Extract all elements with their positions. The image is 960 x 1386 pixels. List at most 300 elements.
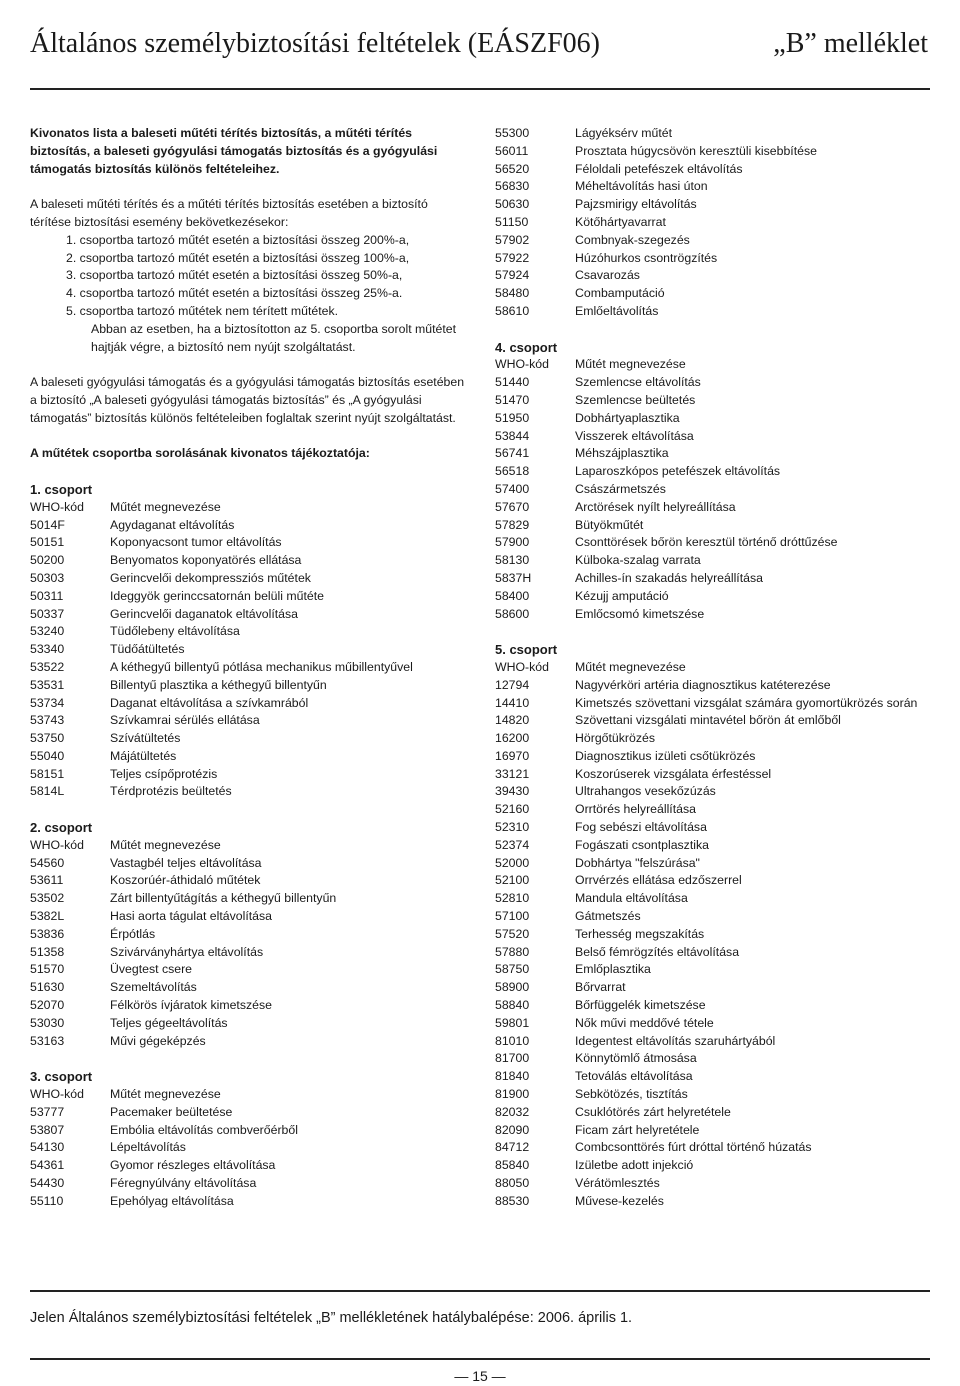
table-row (30, 712, 470, 730)
procedure-name: Félkörös ívjáratok kimetszése (110, 998, 272, 1013)
table-row (495, 214, 935, 232)
table-row (30, 659, 470, 677)
procedure-name: Achilles-ín szakadás helyreállítása (575, 570, 763, 585)
who-code: 16200 (495, 731, 530, 746)
who-code: 53522 (30, 659, 65, 674)
procedure-name: Bütyökműtét (575, 517, 644, 532)
who-code: 53030 (30, 1015, 65, 1030)
procedure-name: Dobhártyaplasztika (575, 410, 680, 425)
table-row (30, 926, 470, 944)
procedure-name: Combcsonttörés fúrt dróttal történő húzatás (575, 1140, 812, 1155)
annex-label: „B” melléklet (773, 28, 928, 59)
who-code: 5014F (30, 517, 65, 532)
who-code: 58600 (495, 606, 530, 621)
table-row (30, 641, 470, 659)
table-row (30, 908, 470, 926)
procedure-name: Féregnyúlvány eltávolítása (110, 1176, 257, 1191)
procedure-name: Császármetszés (575, 481, 666, 496)
table-row (495, 819, 935, 837)
who-code: 82090 (495, 1122, 530, 1137)
table-row (30, 677, 470, 695)
procedure-name: Teljes csípőprotézis (110, 766, 218, 781)
right-column (495, 125, 935, 1228)
procedure-name: Arctörések nyílt helyreállítása (575, 499, 736, 514)
who-code: 53743 (30, 713, 65, 728)
who-code: 53734 (30, 695, 65, 710)
who-code: 82032 (495, 1104, 530, 1119)
who-code: 56520 (495, 161, 530, 176)
column-header-name: Műtét megnevezése (110, 837, 221, 852)
table-row (30, 695, 470, 713)
who-code: 54361 (30, 1158, 65, 1173)
table-row (30, 1015, 470, 1033)
table-row (495, 926, 935, 944)
table-row (30, 1033, 470, 1051)
procedure-name: Szövettani vizsgálati mintavétel bőrön át emlőből (575, 713, 841, 728)
procedure-name: Művi gégeképzés (110, 1033, 206, 1048)
who-code: 57922 (495, 250, 530, 265)
who-code: 58900 (495, 980, 530, 995)
procedure-name: Méhszájplasztika (575, 446, 669, 461)
table-row (495, 837, 935, 855)
column-header-name: Műtét megnevezése (575, 659, 686, 674)
procedure-name: Mandula eltávolítása (575, 891, 688, 906)
procedure-name: Külboka-szalag varrata (575, 553, 701, 568)
procedure-name: Benyomatos koponyatörés ellátása (110, 553, 302, 568)
procedure-name: Gyomor részleges eltávolítása (110, 1158, 276, 1173)
who-code: 52000 (495, 855, 530, 870)
table-row (495, 801, 935, 819)
who-code: 81840 (495, 1069, 530, 1084)
who-code: 14820 (495, 713, 530, 728)
document-title: Általános személybiztosítási feltételek (EÁSZF06) (30, 28, 600, 59)
who-code: 54560 (30, 855, 65, 870)
table-row (495, 1193, 935, 1211)
table-row (495, 410, 935, 428)
list-item: 3. csoportba tartozó műtét esetén a biztosítási összeg 50%-a, (66, 268, 403, 283)
who-code: 5814L (30, 784, 65, 799)
table-row (495, 267, 935, 285)
table-row (30, 766, 470, 784)
procedure-name: Izületbe adott injekció (575, 1158, 694, 1173)
table-row (495, 606, 935, 624)
procedure-name: Bőrfüggelék kimetszése (575, 998, 706, 1013)
who-code: 57100 (495, 909, 530, 924)
who-code: 81700 (495, 1051, 530, 1066)
procedure-name: Ficam zárt helyretétele (575, 1122, 700, 1137)
table-row (30, 623, 470, 641)
procedure-name: A kéthegyű billentyű pótlása mechanikus műbillentyűvel (110, 659, 413, 674)
table-row (495, 1015, 935, 1033)
table-row (495, 1157, 935, 1175)
table-row (495, 517, 935, 535)
procedure-name: Ultrahangos vesekőzúzás (575, 784, 716, 799)
table-header-row (30, 837, 470, 855)
table-row (495, 1139, 935, 1157)
table-row (495, 961, 935, 979)
who-code: 16970 (495, 748, 530, 763)
procedure-name: Tüdőátültetés (110, 642, 185, 657)
who-code: 55300 (495, 126, 530, 140)
table-row (495, 534, 935, 552)
table-row (30, 588, 470, 606)
table-row (495, 1050, 935, 1068)
procedure-name: Tüdőlebeny eltávolítása (110, 624, 240, 639)
who-code: 85840 (495, 1158, 530, 1173)
procedure-name: Térdprotézis beültetés (110, 784, 232, 799)
table-row (495, 1068, 935, 1086)
procedure-name: Orrtörés helyreállítása (575, 802, 696, 817)
table-row (495, 730, 935, 748)
procedure-name: Agydaganat eltávolítás (110, 517, 235, 532)
procedure-name: Hasi aorta tágulat eltávolítása (110, 909, 273, 924)
left-column (30, 125, 470, 1228)
who-code: 51630 (30, 980, 65, 995)
table-row (30, 552, 470, 570)
table-row (495, 232, 935, 250)
who-code: 81900 (495, 1087, 530, 1102)
who-code: 53531 (30, 677, 65, 692)
table-row (495, 712, 935, 730)
procedure-name: Koszorúserek vizsgálata érfestéssel (575, 766, 772, 781)
who-code: 56741 (495, 446, 530, 461)
table-row (495, 285, 935, 303)
procedure-name: Érpótlás (110, 926, 156, 941)
section-title: A műtétek csoportba sorolásának kivonatos tájékoztatója: (30, 446, 370, 461)
table-row (495, 178, 935, 196)
table-row (495, 908, 935, 926)
who-code: 51150 (495, 214, 529, 229)
who-code: 50303 (30, 570, 65, 585)
procedure-name: Laparoszkópos petefészek eltávolítás (575, 464, 781, 479)
column-header-name: Műtét megnevezése (110, 1087, 221, 1102)
table-row (495, 944, 935, 962)
procedure-group (30, 1068, 470, 1210)
table-row (30, 997, 470, 1015)
procedure-name: Hörgőtükrözés (575, 731, 655, 746)
procedure-name: Bőrvarrat (575, 980, 626, 995)
table-row (495, 872, 935, 890)
table-row (495, 374, 935, 392)
table-row (495, 552, 935, 570)
who-code: 58400 (495, 588, 530, 603)
procedure-group (495, 641, 935, 1211)
who-code: 58130 (495, 553, 530, 568)
who-code: 53240 (30, 624, 65, 639)
who-code: 55040 (30, 748, 65, 763)
procedure-name: Fogászati csontplasztika (575, 837, 709, 852)
who-code: 55110 (30, 1193, 64, 1208)
table-row (495, 428, 935, 446)
table-row (495, 748, 935, 766)
procedure-name: Emlőeltávolítás (575, 303, 659, 318)
paragraph-recovery: A baleseti gyógyulási támogatás és a gyógyulási támogatás biztosítás esetében a biztosító „A baleseti gyógyulási támogatás biztosítás” és „A gyógyulási támogatás” biztosítás különös feltételeiben foglaltak szerint nyújt szolgáltatást. (30, 375, 465, 425)
column-header-name: Műtét megnevezése (110, 499, 221, 514)
who-code: 57829 (495, 517, 530, 532)
procedure-name: Idegentest eltávolítás szaruhártyából (575, 1033, 776, 1048)
table-row (30, 1193, 470, 1211)
table-row (495, 1086, 935, 1104)
table-row (30, 872, 470, 890)
who-code: 53836 (30, 926, 65, 941)
table-row (495, 979, 935, 997)
procedure-group (30, 819, 470, 1050)
procedure-name: Fog sebészi eltávolítása (575, 820, 707, 835)
table-row (495, 695, 935, 713)
who-code: 33121 (495, 766, 530, 781)
who-code: 51358 (30, 944, 65, 959)
list-item: 2. csoportba tartozó műtét esetén a biztosítási összeg 100%-a, (66, 250, 410, 265)
procedure-name: Szívátültetés (110, 731, 181, 746)
who-code: 52310 (495, 820, 530, 835)
procedure-name: Szivárványhártya eltávolítás (110, 944, 264, 959)
group-percent-list (30, 232, 470, 357)
who-code: 58151 (30, 766, 65, 781)
right-groups (495, 125, 935, 1211)
procedure-name: Csuklótörés zárt helyretétele (575, 1104, 731, 1119)
who-code: 58610 (495, 303, 530, 318)
table-row (495, 303, 935, 321)
procedure-name: Pajzsmirigy eltávolítás (575, 197, 697, 212)
who-code: 52374 (495, 837, 530, 852)
list-item-continuation: Abban az esetben, ha a biztosítotton az 5. csoportba sorolt műtétet hajtják végre, a biztosító nem nyújt szolgáltatást. (91, 321, 457, 354)
table-row (495, 997, 935, 1015)
who-code: 50200 (30, 553, 65, 568)
procedure-name: Zárt billentyűtágítás a kéthegyű billentyűn (110, 891, 337, 906)
who-code: 5382L (30, 909, 65, 924)
column-header-code: WHO-kód (30, 499, 84, 514)
who-code: 52160 (495, 802, 530, 817)
who-code: 51570 (30, 962, 65, 977)
table-header-row (495, 356, 935, 374)
who-code: 54430 (30, 1176, 65, 1191)
table-row (495, 143, 935, 161)
footer-divider-top (30, 1290, 930, 1292)
procedure-name: Csonttörések bőrön keresztül történő dróttűzése (575, 535, 838, 550)
table-row (495, 196, 935, 214)
table-row (30, 534, 470, 552)
procedure-name: Dobhártya "felszúrása" (575, 855, 700, 870)
procedure-name: Tetoválás eltávolítása (575, 1069, 693, 1084)
procedure-name: Prosztata húgycsövön keresztüli kisebbítése (575, 143, 817, 158)
table-header-row (495, 659, 935, 677)
procedure-name: Szemeltávolítás (110, 980, 197, 995)
procedure-name: Embólia eltávolítás combverőérből (110, 1122, 298, 1137)
procedure-name: Szívkamrai sérülés ellátása (110, 713, 260, 728)
table-row (495, 570, 935, 588)
table-row (30, 517, 470, 535)
group-title: 5. csoport (495, 642, 558, 658)
who-code: 88050 (495, 1176, 530, 1191)
table-row (495, 588, 935, 606)
procedure-name: Combamputáció (575, 286, 665, 301)
table-row (30, 1175, 470, 1193)
procedure-name: Gerincvelői daganatok eltávolítása (110, 606, 298, 621)
who-code: 59801 (495, 1015, 530, 1030)
who-code: 12794 (495, 677, 530, 692)
table-row (30, 1104, 470, 1122)
who-code: 57520 (495, 926, 530, 941)
who-code: 81010 (495, 1033, 530, 1048)
procedure-name: Könnytömlő átmosása (575, 1051, 697, 1066)
effective-date-note: Jelen Általános személybiztosítási feltételek „B” mellékletének hatálybalépése: 2006. április 1. (30, 1310, 633, 1326)
table-row (495, 445, 935, 463)
table-row (30, 783, 470, 801)
procedure-name: Emlőcsomó kimetszése (575, 606, 705, 621)
who-code: 5837H (495, 570, 532, 585)
table-row (495, 890, 935, 908)
who-code: 54130 (30, 1140, 65, 1155)
table-row (30, 979, 470, 997)
who-code: 53611 (30, 873, 64, 888)
procedure-name: Kimetszés szövettani vizsgálat számára gyomortükrözés során (575, 695, 918, 710)
procedure-name: Vérátömlesztés (575, 1176, 660, 1191)
table-row (30, 748, 470, 766)
who-code: 57400 (495, 481, 530, 496)
who-code: 56830 (495, 179, 530, 194)
who-code: 39430 (495, 784, 530, 799)
table-row (30, 1122, 470, 1140)
who-code: 53163 (30, 1033, 65, 1048)
who-code: 53777 (30, 1104, 65, 1119)
who-code: 88530 (495, 1193, 530, 1208)
procedure-name: Teljes gégeeltávolítás (110, 1015, 228, 1030)
procedure-name: Üvegtest csere (110, 962, 193, 977)
who-code: 58840 (495, 998, 530, 1013)
procedure-name: Belső fémrögzítés eltávolítása (575, 944, 740, 959)
table-header-row (30, 499, 470, 517)
page-header (30, 28, 930, 72)
who-code: 50151 (30, 535, 65, 550)
procedure-name: Epehólyag eltávolítása (110, 1193, 234, 1208)
who-code: 52810 (495, 891, 530, 906)
procedure-name: Nők művi meddővé tétele (575, 1015, 714, 1030)
who-code: 53340 (30, 642, 65, 657)
who-code: 57902 (495, 232, 530, 247)
who-code: 57670 (495, 499, 530, 514)
who-code: 53807 (30, 1122, 65, 1137)
procedure-name: Ideggyök gerinccsatornán belüli műtéte (110, 588, 324, 603)
procedure-name: Terhesség megszakítás (575, 926, 705, 941)
table-row (30, 944, 470, 962)
group-title: 2. csoport (30, 820, 93, 836)
procedure-name: Májátültetés (110, 748, 177, 763)
group-title: 3. csoport (30, 1069, 93, 1085)
table-row (30, 1157, 470, 1175)
list-item: 4. csoportba tartozó műtét esetén a biztosítási összeg 25%-a. (66, 286, 403, 301)
procedure-name: Lépeltávolítás (110, 1140, 186, 1155)
column-header-name: Műtét megnevezése (575, 357, 686, 372)
procedure-name: Nagyvérköri artéria diagnosztikus katéterezése (575, 677, 831, 692)
table-row (495, 1175, 935, 1193)
table-row (495, 392, 935, 410)
table-row (495, 463, 935, 481)
who-code: 50630 (495, 197, 530, 212)
procedure-name: Sebkötözés, tisztítás (575, 1087, 688, 1102)
table-row (30, 961, 470, 979)
who-code: 84712 (495, 1140, 530, 1155)
left-groups (30, 481, 470, 1211)
paragraph-reimbursement: A baleseti műtéti térítés és a műtéti térítés biztosítás esetében a biztosító térítése biztosítási esemény bekövetkezésekor: (30, 197, 428, 229)
procedure-name: Csavarozás (575, 268, 640, 283)
header-divider (30, 88, 930, 90)
group-title: 4. csoport (495, 339, 558, 355)
table-row (495, 1104, 935, 1122)
procedure-name: Húzóhurkos csontrögzítés (575, 250, 718, 265)
table-row (30, 855, 470, 873)
procedure-name: Diagnosztikus izületi csőtükrözés (575, 748, 756, 763)
table-row (495, 1122, 935, 1140)
who-code: 51950 (495, 410, 530, 425)
procedure-name: Lágyéksérv műtét (575, 126, 673, 140)
procedure-name: Gátmetszés (575, 909, 641, 924)
procedure-name: Orrvérzés ellátása edzőszerrel (575, 873, 742, 888)
column-header-code: WHO-kód (30, 837, 84, 852)
procedure-group (495, 125, 935, 321)
who-code: 51440 (495, 375, 530, 390)
table-header-row (30, 1086, 470, 1104)
procedure-name: Emlőplasztika (575, 962, 651, 977)
table-row (30, 1139, 470, 1157)
table-row (30, 570, 470, 588)
page-number: — 15 — (454, 1368, 506, 1384)
procedure-name: Féloldali petefészek eltávolítás (575, 161, 743, 176)
table-row (495, 481, 935, 499)
procedure-name: Vastagbél teljes eltávolítása (110, 855, 262, 870)
procedure-name: Billentyű plasztika a kéthegyű billentyűn (110, 677, 327, 692)
procedure-name: Daganat eltávolítása a szívkamrából (110, 695, 309, 710)
who-code: 50337 (30, 606, 65, 621)
who-code: 56518 (495, 464, 530, 479)
procedure-name: Visszerek eltávolítása (575, 428, 694, 443)
who-code: 58750 (495, 962, 530, 977)
procedure-name: Pacemaker beültetése (110, 1104, 233, 1119)
intro-bold: Kivonatos lista a baleseti műtéti térítés biztosítás, a műtéti térítés biztosítás, a baleseti gyógyulási támogatás biztosítás és a gyógyulási támogatás biztosítás különös feltételeihez. (30, 126, 438, 176)
table-row (30, 730, 470, 748)
who-code: 56011 (495, 143, 529, 158)
procedure-name: Méheltávolítás hasi úton (575, 179, 708, 194)
who-code: 14410 (495, 695, 530, 710)
who-code: 57880 (495, 944, 530, 959)
table-row (495, 250, 935, 268)
group-title: 1. csoport (30, 481, 93, 497)
column-header-code: WHO-kód (495, 357, 549, 372)
procedure-name: Szemlencse beültetés (575, 392, 696, 407)
who-code: 58480 (495, 286, 530, 301)
table-row (495, 677, 935, 695)
table-row (495, 1033, 935, 1051)
table-row (495, 855, 935, 873)
column-header-code: WHO-kód (30, 1087, 84, 1102)
who-code: 52070 (30, 998, 65, 1013)
who-code: 51470 (495, 392, 530, 407)
procedure-name: Szemlencse eltávolítás (575, 375, 701, 390)
table-row (495, 125, 935, 143)
who-code: 50311 (30, 588, 64, 603)
who-code: 57924 (495, 268, 530, 283)
column-header-code: WHO-kód (495, 659, 549, 674)
who-code: 57900 (495, 535, 530, 550)
footer-divider-bottom (30, 1358, 930, 1360)
procedure-name: Kötőhártyavarrat (575, 214, 666, 229)
procedure-name: Kézujj amputáció (575, 588, 669, 603)
procedure-name: Koszorúér-áthidaló műtétek (110, 873, 261, 888)
list-item: 1. csoportba tartozó műtét esetén a biztosítási összeg 200%-a, (66, 232, 410, 247)
procedure-group (30, 481, 470, 801)
procedure-name: Gerincvelői dekompressziós műtétek (110, 570, 311, 585)
who-code: 52100 (495, 873, 530, 888)
table-row (30, 890, 470, 908)
